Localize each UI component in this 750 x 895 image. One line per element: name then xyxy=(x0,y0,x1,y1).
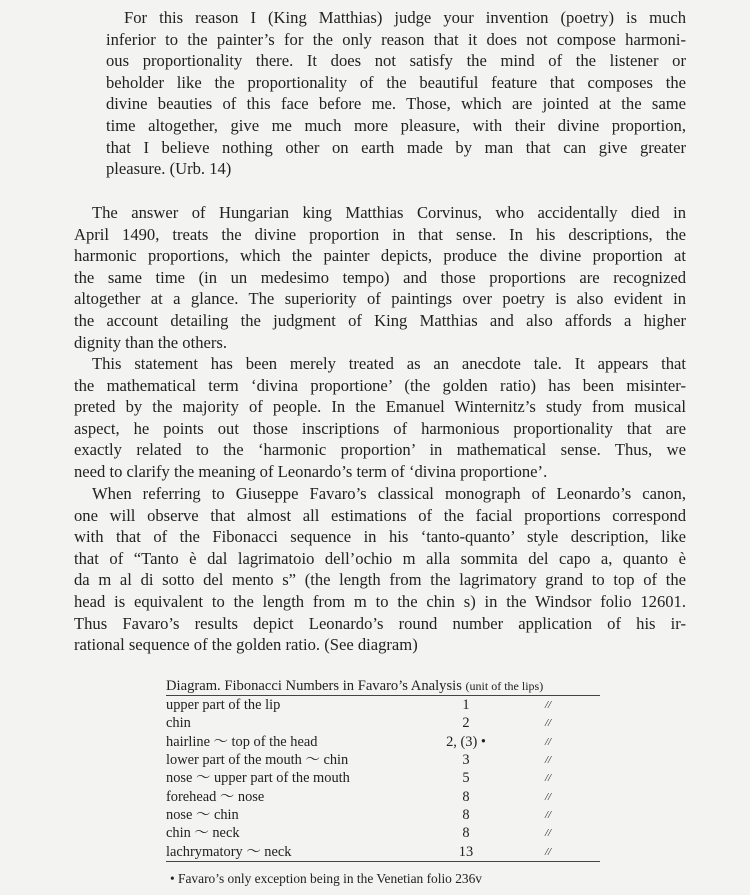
unit-cell: // xyxy=(544,790,552,803)
unit-cell: // xyxy=(544,717,552,730)
table-row xyxy=(166,714,600,732)
text-line: that of “Tanto è dal lagrimatoio dell’ochio m alla sommita del capo a, quanto è xyxy=(74,548,686,568)
table-row xyxy=(166,787,600,805)
text-line: divine beauties of this face before me. Those, which are jointed at the same xyxy=(106,94,686,114)
table-bottom-rule xyxy=(166,861,600,862)
value-cell: 2, (3) • xyxy=(446,733,486,750)
part-cell: hairline ～ top of the head xyxy=(166,733,318,750)
text-line: da m al di sotto del mento s” (the length from the lagrimatory grand to top of the xyxy=(74,570,686,590)
text-line: the mathematical term ‘divina proportione’ (the golden ratio) has been misinter- xyxy=(74,375,686,395)
part-cell: lower part of the mouth ～ chin xyxy=(166,752,349,769)
text-line: one will observe that almost all estimations of the facial proportions correspond xyxy=(74,505,686,525)
diagram-footnote: • Favaro’s only exception being in the Venetian folio 236v xyxy=(170,871,482,886)
part-cell: chin ～ neck xyxy=(166,825,240,842)
text-line: For this reason I (King Matthias) judge your invention (poetry) is much xyxy=(124,8,686,27)
unit-cell: // xyxy=(544,827,552,840)
body-paragraph-2 xyxy=(74,353,686,483)
text-line: harmonic proportions, which the painter depicts, produce the divine proportion at xyxy=(74,246,686,266)
text-line: The answer of Hungarian king Matthias Corvinus, who accidentally died in xyxy=(92,203,686,222)
text-line: pleasure. (Urb. 14) xyxy=(106,159,232,179)
body-paragraph-1 xyxy=(74,202,686,353)
text-line: the same time (in un medesimo tempo) and those proportions are recognized xyxy=(74,267,686,287)
part-cell: lachrymatory ～ neck xyxy=(166,843,292,860)
text-line: the account detailing the judgment of King Matthias and also affords a higher xyxy=(74,310,686,330)
part-cell: chin xyxy=(166,715,191,732)
table-row xyxy=(166,806,600,824)
table-row xyxy=(166,769,600,787)
text-line: that I believe nothing other on earth made by man that can give greater xyxy=(106,137,686,157)
value-cell: 3 xyxy=(462,752,470,769)
text-line: with that of the Fibonacci sequence in his ‘tanto-quanto’ style description, like xyxy=(74,527,686,547)
text-line: April 1490, treats the divine proportion in that sense. In his descriptions, the xyxy=(74,224,686,244)
text-line: inferior to the painter’s for the only reason that it does not compose harmoni- xyxy=(106,29,686,49)
table-row xyxy=(166,733,600,751)
value-cell: 13 xyxy=(458,843,474,860)
unit-cell: // xyxy=(544,808,552,821)
diagram-unit-note: (unit of the lips) xyxy=(465,679,544,693)
unit-cell: // xyxy=(544,699,552,712)
table-row xyxy=(166,842,600,860)
text-line: ous proportionality there. It does not satisfy the mind of the listener or xyxy=(106,51,686,71)
text-line: preted by the majority of people. In the Emanuel Winternitz’s study from musical xyxy=(74,397,686,417)
fibonacci-table xyxy=(166,696,600,861)
unit-cell: // xyxy=(544,845,552,858)
table-row xyxy=(166,751,600,769)
diagram-caption xyxy=(166,677,600,695)
part-cell: nose ～ upper part of the mouth xyxy=(166,770,350,787)
text-line: time altogether, give me much more pleasure, with their divine proportion, xyxy=(106,115,686,135)
unit-cell: // xyxy=(544,772,552,785)
part-cell: forehead ～ nose xyxy=(166,788,265,805)
table-row xyxy=(166,824,600,842)
quotation-block xyxy=(106,7,686,180)
part-cell: nose ～ chin xyxy=(166,806,239,823)
text-line: head is equivalent to the length from m to the chin s) in the Windsor folio 12601. xyxy=(74,591,686,611)
text-line: This statement has been merely treated as an anecdote tale. It appears that xyxy=(92,354,686,373)
text-line: altogether at a glance. The superiority of paintings over poetry is also evident in xyxy=(74,289,686,309)
value-cell: 8 xyxy=(462,788,470,805)
text-line: need to clarify the meaning of Leonardo’s term of ‘divina proportione’. xyxy=(74,461,548,481)
text-line: dignity than the others. xyxy=(74,332,228,352)
unit-cell: // xyxy=(544,735,552,748)
diagram-title: Diagram. Fibonacci Numbers in Favaro’s Analysis xyxy=(166,678,462,694)
text-line: beholder like the proportionality of the beautiful feature that composes the xyxy=(106,72,686,92)
part-cell: upper part of the lip xyxy=(166,697,281,714)
table-row xyxy=(166,696,600,714)
text-line: exactly related to the ‘harmonic proportion’ in mathematical sense. Thus, we xyxy=(74,440,686,460)
value-cell: 2 xyxy=(462,715,470,732)
unit-cell: // xyxy=(544,754,552,767)
body-paragraph-3 xyxy=(74,483,686,656)
text-line: Thus Favaro’s results depict Leonardo’s round number application of his ir- xyxy=(74,613,686,633)
text-line: aspect, he points out those inscriptions of harmonious proportionality that are xyxy=(74,418,686,438)
text-line: When referring to Giuseppe Favaro’s classical monograph of Leonardo’s canon, xyxy=(92,484,686,503)
value-cell: 1 xyxy=(462,697,470,714)
value-cell: 8 xyxy=(462,825,470,842)
fibonacci-diagram xyxy=(166,677,600,862)
fibonacci-table-body xyxy=(166,696,600,861)
value-cell: 5 xyxy=(462,770,470,787)
text-line: rational sequence of the golden ratio. (See diagram) xyxy=(74,635,418,655)
value-cell: 8 xyxy=(462,806,470,823)
